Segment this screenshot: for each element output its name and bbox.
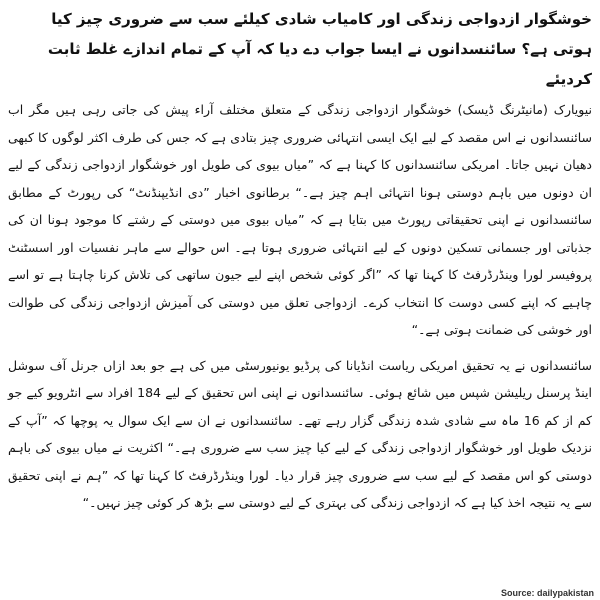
article xyxy=(8,4,592,596)
article-paragraph-2: سائنسدانوں نے یہ تحقیق امریکی ریاست انڈیانا کی پرڈیو یونیورسٹی میں کی ہے جو بعد ازاں جرنل آف سوشل اینڈ پرسنل ریلیشن شپس میں شائع ہوئی۔ سائنسدانوں نے اپنی اس تحقیق کے لیے 184 افراد سے انٹرویو کیے جو کم از کم 16 ماہ سے شادی شدہ زندگی گزار رہے تھے۔ سائنسدانوں نے ان سے ایک سوال یہ پوچھا کہ ”آپ کے نزدیک طویل اور خوشگوار ازدواجی زندگی کے لیے کیا چیز سب سے ضروری ہے۔“ اکثریت نے میاں بیوی کی باہم دوستی کو اس مقصد کے لیے سب سے ضروری چیز قرار دیا۔ لورا وینڈرڈرفٹ کا کہنا تھا کہ ”ہم نے اپنی تحقیق سے یہ نتیجہ اخذ کیا ہے کہ ازدواجی زندگی کی بہتری کے لیے دوستی سے بڑھ کر کوئی چیز نہیں۔“ xyxy=(8,357,593,510)
source-credit: Source: dailypakistan xyxy=(500,588,594,598)
article-paragraph-1: نیویارک (مانیٹرنگ ڈیسک) خوشگوار ازدواجی زندگی کے متعلق مختلف آراء پیش کی جاتی رہی ہیں مگر اب سائنسدانوں نے اس مقصد کے لیے ایک ایسی انتہائی ضروری چیز بتادی ہے کہ جس کی طرف اکثر لوگوں کا کبھی دھیان نہیں جاتا۔ امریکی سائنسدانوں کا کہنا ہے کہ ”میاں بیوی کی طویل اور خوشگوار ازدواجی زندگی کے لیے ان دونوں میں باہم دوستی ہونا انتہائی اہم چیز ہے۔“ برطانوی اخبار ”دی انڈیپنڈنٹ“ کی رپورٹ کے مطابق سائنسدانوں نے اپنی تحقیقاتی رپورٹ میں بتایا ہے کہ ”میاں بیوی میں دوستی کے رشتے کا موجود ہونا ان کی جذباتی اور جسمانی تسکین دونوں کے لیے انتہائی ضروری ہوتا ہے۔ اس حوالے سے ماہر نفسیات اور اسسٹنٹ پروفیسر لورا وینڈرڈرفٹ کا کہنا تھا کہ ”اگر کوئی شخص اپنے لیے جیون ساتھی کی تلاش کرنا چاہتا ہے تو اسے چاہیے کہ اپنے کسی دوست کا انتخاب کرے۔ ازدواجی تعلق میں دوستی کی آمیزش ازدواجی زندگی کی طوالت اور خوشی کی ضمانت ہوتی ہے۔“ xyxy=(8,102,592,337)
article-headline: خوشگوار ازدواجی زندگی اور کامیاب شادی کیلئے سب سے ضروری چیز کیا ہوتی ہے؟ سائنسدانوں نے ایسا جواب دے دیا کہ آپ کے تمام اندازے غلط ثابت کردیئے xyxy=(47,10,592,88)
paragraph-spacer xyxy=(8,344,592,352)
